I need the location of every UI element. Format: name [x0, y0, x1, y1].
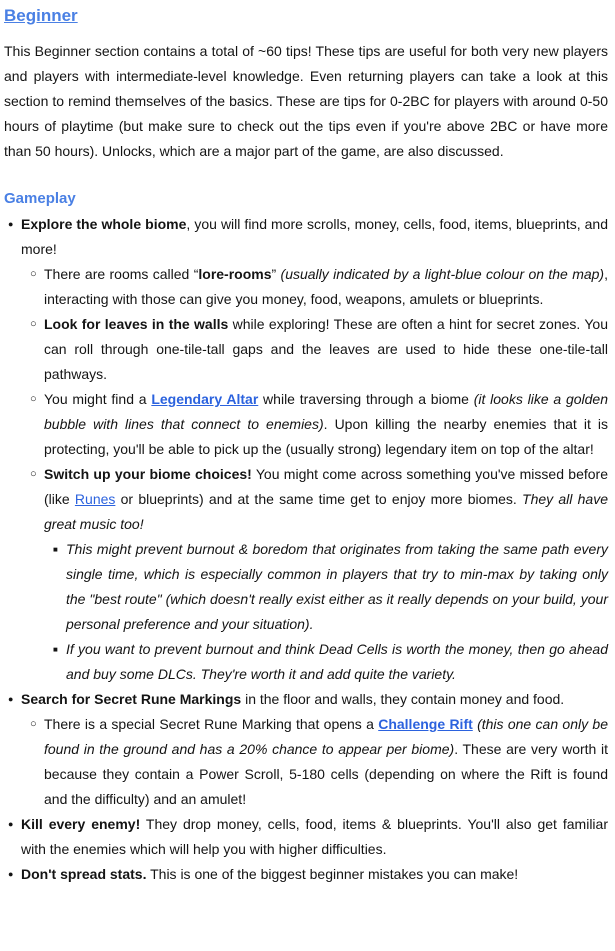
bullet-marker-icon: ●: [8, 869, 14, 879]
text-run: This is one of the biggest beginner mistakes you can make!: [146, 866, 519, 882]
text-run: ”: [271, 266, 281, 282]
section-heading-gameplay: Gameplay: [4, 190, 76, 207]
tip-item: [4, 212, 608, 262]
text-run: , interacting with those can give you money, food, weapons, amulets or blueprints.: [44, 266, 608, 307]
tip-text: [66, 641, 608, 682]
tip-text: [44, 391, 608, 457]
tips-list: [4, 212, 608, 887]
text-run: lore-rooms: [198, 266, 272, 282]
tip-text: [44, 466, 608, 532]
text-run: There is a special Secret Rune Marking that opens a: [44, 716, 379, 732]
text-run: while exploring! These are often a hint for secret zones. You can roll through one-tile-tall gaps and the leaves are used to hide these one-tile-tall pathways.: [44, 316, 608, 382]
legendary-altar-link[interactable]: Legendary Altar: [151, 391, 259, 407]
text-run: (it looks like a golden bubble with lines that connect to enemies): [44, 391, 608, 432]
tip-item: [4, 812, 608, 862]
intro-paragraph: This Beginner section contains a total of ~60 tips! These tips are useful for both very new players and players with intermediate-level knowledge. Even returning players can take a look at this section to remind themselves of the basics. These are tips for 0-2BC for players with around 0-50 hours of playtime (but make sure to check out the tips even if you're above 2BC or have more than 50 hours). Unlocks, which are a major part of the game, are also discussed.: [4, 43, 608, 159]
bullet-marker-icon: ○: [30, 468, 37, 480]
tip-text: [21, 216, 608, 257]
runes-link[interactable]: Runes: [74, 491, 116, 507]
text-run: They all have great music too!: [44, 491, 608, 532]
tip-text: [21, 691, 564, 707]
text-run: . Upon killing the nearby enemies that it is protecting, you'll be able to pick up the (usually strong) legendary item on top of the altar!: [44, 416, 609, 457]
tip-item: [4, 387, 608, 462]
bullet-marker-icon: ○: [30, 718, 37, 730]
text-run: or blueprints) and at the same time get to enjoy more biomes.: [115, 491, 523, 507]
text-run: You might find a: [44, 391, 152, 407]
text-run: You might come across something you've missed before (like: [44, 466, 608, 507]
challenge-rift-link[interactable]: Challenge Rift: [378, 716, 473, 732]
tip-item: [4, 637, 608, 687]
title-row: [4, 6, 608, 39]
tip-text: [44, 716, 608, 807]
text-run: Explore the whole biome: [21, 216, 187, 232]
bullet-marker-icon: ●: [8, 219, 14, 229]
text-run: Switch up your biome choices!: [44, 466, 252, 482]
bullet-marker-icon: ○: [30, 318, 37, 330]
tip-text: [66, 541, 608, 632]
tip-item: [4, 537, 608, 637]
tip-item: [4, 687, 608, 712]
tip-text: [44, 266, 608, 307]
text-run: while traversing through a biome: [258, 391, 474, 407]
page-title[interactable]: Beginner: [4, 6, 78, 25]
text-run: , you will find more scrolls, money, cells, food, items, blueprints, and more!: [21, 216, 608, 257]
tip-item: [4, 262, 608, 312]
tip-item: [4, 712, 608, 812]
bullet-marker-icon: ■: [53, 545, 58, 554]
text-run: Don't spread stats.: [21, 866, 147, 882]
tip-text: [21, 816, 608, 857]
text-run: . These are very worth it because they contain a Power Scroll, 5-180 cells (depending on where the Rift is found and the difficulty) and an amulet!: [44, 741, 608, 807]
tip-text: [44, 316, 608, 382]
bullet-marker-icon: ■: [53, 645, 58, 654]
text-run: They drop money, cells, food, items & blueprints. You'll also get familiar with the enemies which will help you with higher difficulties.: [21, 816, 608, 857]
text-run: This might prevent burnout & boredom that originates from taking the same path every single time, which is especially common in players that try to min-max by taking only the "best route" (which doesn't really exist either as it really depends on your build, your personal preference and your situation).: [66, 541, 608, 632]
tip-item: [4, 312, 608, 387]
tip-item: [4, 462, 608, 537]
text-run: (this one can only be found in the ground and has a 20% chance to appear per biome): [44, 716, 608, 757]
text-run: in the floor and walls, they contain money and food.: [241, 691, 565, 707]
text-run: There are rooms called “: [44, 266, 199, 282]
text-run: Kill every enemy!: [21, 816, 141, 832]
tip-item: [4, 862, 608, 887]
bullet-marker-icon: ●: [8, 694, 14, 704]
bullet-marker-icon: ○: [30, 393, 37, 405]
text-run: (usually indicated by a light-blue colour on the map): [280, 266, 605, 282]
text-run: Look for leaves in the walls: [44, 316, 229, 332]
bullet-marker-icon: ●: [8, 819, 14, 829]
bullet-marker-icon: ○: [30, 268, 37, 280]
text-run: Search for Secret Rune Markings: [21, 691, 242, 707]
text-run: If you want to prevent burnout and think Dead Cells is worth the money, then go ahead and buy some DLCs. They're worth it and add quite the variety.: [66, 641, 608, 682]
tip-text: [21, 866, 518, 882]
